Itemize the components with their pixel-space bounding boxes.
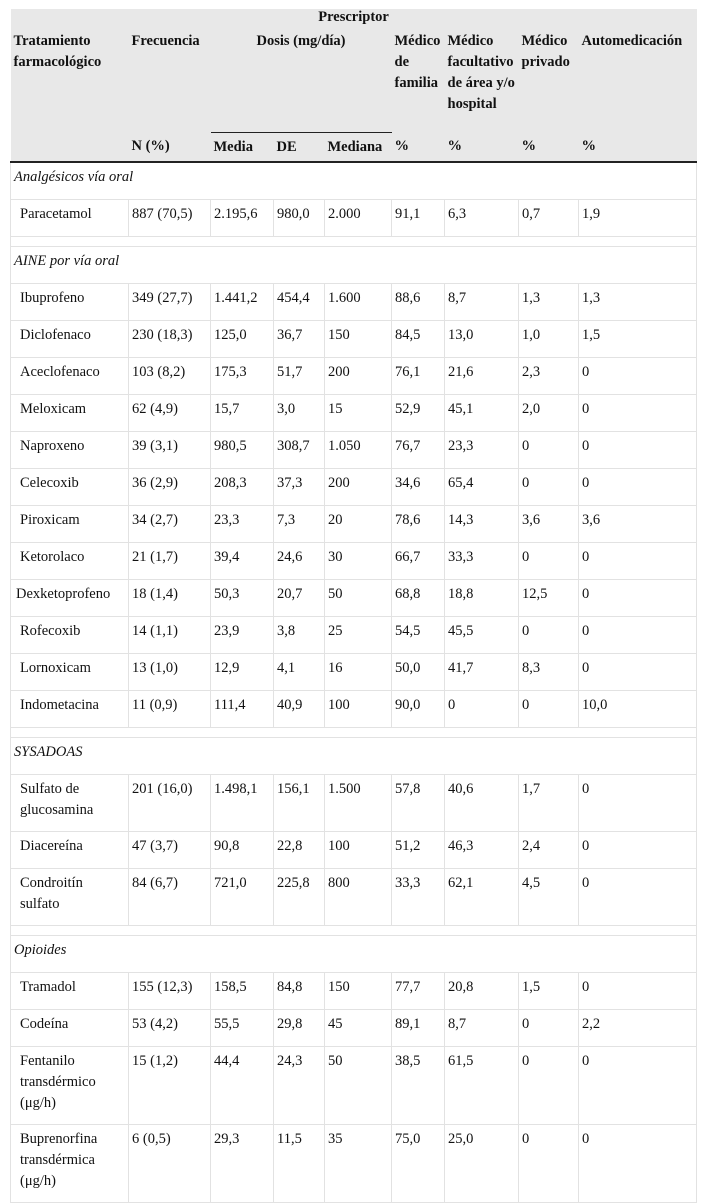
section-spacer — [11, 728, 697, 738]
private-pct: 0 — [519, 543, 579, 580]
frequency-n-pct: 6 (0,5) — [129, 1125, 211, 1203]
private-pct: 8,3 — [519, 654, 579, 691]
section-spacer — [11, 926, 697, 936]
median-subheader: Mediana — [325, 133, 392, 163]
dose-sd: 156,1 — [274, 775, 325, 832]
dose-sd: 4,1 — [274, 654, 325, 691]
family-pct: 84,5 — [392, 321, 445, 358]
drug-name: Celecoxib — [11, 469, 129, 506]
drug-name: Tramadol — [11, 973, 129, 1010]
table-row — [11, 200, 697, 237]
family-pct: 50,0 — [392, 654, 445, 691]
drug-name: Codeína — [11, 1010, 129, 1047]
family-pct: 51,2 — [392, 832, 445, 869]
family-pct: 89,1 — [392, 1010, 445, 1047]
table-row — [11, 395, 697, 432]
family-pct: 33,3 — [392, 869, 445, 926]
dose-sd: 36,7 — [274, 321, 325, 358]
table-row — [11, 506, 697, 543]
self-pct: 0 — [579, 973, 697, 1010]
self-pct: 1,5 — [579, 321, 697, 358]
dose-median: 150 — [325, 321, 392, 358]
sd-subheader: DE — [274, 133, 325, 163]
specialist-pct: 62,1 — [445, 869, 519, 926]
drug-name: Rofecoxib — [11, 617, 129, 654]
dose-median: 2.000 — [325, 200, 392, 237]
dose-median: 1.500 — [325, 775, 392, 832]
dose-median: 200 — [325, 358, 392, 395]
family-pct: 75,0 — [392, 1125, 445, 1203]
section-spacer — [11, 237, 697, 247]
section-header — [11, 936, 697, 973]
frequency-n-pct: 39 (3,1) — [129, 432, 211, 469]
dose-mean: 50,3 — [211, 580, 274, 617]
table-row — [11, 580, 697, 617]
dose-mean: 12,9 — [211, 654, 274, 691]
dose-sd: 84,8 — [274, 973, 325, 1010]
private-pct: 2,3 — [519, 358, 579, 395]
dose-median: 30 — [325, 543, 392, 580]
frequency-n-pct: 34 (2,7) — [129, 506, 211, 543]
table-row — [11, 1125, 697, 1203]
frequency-n-pct: 14 (1,1) — [129, 617, 211, 654]
dose-median: 50 — [325, 580, 392, 617]
prescriber-group-header: Prescriptor — [11, 9, 697, 27]
drug-name: Lornoxicam — [11, 654, 129, 691]
spacer-cell — [11, 237, 697, 247]
dose-median: 16 — [325, 654, 392, 691]
dose-median: 50 — [325, 1047, 392, 1125]
dose-median: 25 — [325, 617, 392, 654]
private-pct: 3,6 — [519, 506, 579, 543]
dose-sd: 24,3 — [274, 1047, 325, 1125]
frequency-n-pct: 13 (1,0) — [129, 654, 211, 691]
dose-median: 35 — [325, 1125, 392, 1203]
drug-name: Paracetamol — [11, 200, 129, 237]
dose-sd: 454,4 — [274, 284, 325, 321]
n-pct-subheader: N (%) — [129, 133, 211, 163]
family-pct: 38,5 — [392, 1047, 445, 1125]
dose-median: 100 — [325, 691, 392, 728]
drug-name: Indometacina — [11, 691, 129, 728]
private-pct: 0 — [519, 432, 579, 469]
frequency-n-pct: 230 (18,3) — [129, 321, 211, 358]
frequency-n-pct: 155 (12,3) — [129, 973, 211, 1010]
dose-median: 150 — [325, 973, 392, 1010]
self-medication-header: Automedicación — [579, 27, 697, 133]
self-pct: 10,0 — [579, 691, 697, 728]
drug-name: Ketorolaco — [11, 543, 129, 580]
drug-name: Naproxeno — [11, 432, 129, 469]
self-pct: 2,2 — [579, 1010, 697, 1047]
self-pct: 0 — [579, 395, 697, 432]
table-row — [11, 1047, 697, 1125]
frequency-n-pct: 21 (1,7) — [129, 543, 211, 580]
specialist-pct: 45,1 — [445, 395, 519, 432]
specialist-pct: 20,8 — [445, 973, 519, 1010]
specialist-pct: 21,6 — [445, 358, 519, 395]
family-pct: 88,6 — [392, 284, 445, 321]
specialist-pct: 40,6 — [445, 775, 519, 832]
specialist-pct: 46,3 — [445, 832, 519, 869]
specialist-pct: 18,8 — [445, 580, 519, 617]
dose-sd: 51,7 — [274, 358, 325, 395]
family-pct: 90,0 — [392, 691, 445, 728]
table-row — [11, 617, 697, 654]
dose-mean: 125,0 — [211, 321, 274, 358]
dose-sd: 308,7 — [274, 432, 325, 469]
table-row — [11, 832, 697, 869]
dose-mean: 39,4 — [211, 543, 274, 580]
specialist-pct: 61,5 — [445, 1047, 519, 1125]
dose-median: 45 — [325, 1010, 392, 1047]
private-pct: 2,0 — [519, 395, 579, 432]
self-pct: 1,3 — [579, 284, 697, 321]
dose-sd: 3,0 — [274, 395, 325, 432]
specialist-header: Médico facultativo de área y/o hospital — [445, 27, 519, 133]
frequency-n-pct: 84 (6,7) — [129, 869, 211, 926]
specialist-pct: 65,4 — [445, 469, 519, 506]
self-pct: 0 — [579, 543, 697, 580]
frequency-n-pct: 103 (8,2) — [129, 358, 211, 395]
family-pct: 76,1 — [392, 358, 445, 395]
specialist-pct: 45,5 — [445, 617, 519, 654]
specialist-pct: 23,3 — [445, 432, 519, 469]
frequency-n-pct: 18 (1,4) — [129, 580, 211, 617]
dose-mean: 1.498,1 — [211, 775, 274, 832]
dose-mean: 111,4 — [211, 691, 274, 728]
specialist-pct-subheader: % — [445, 133, 519, 163]
specialist-pct: 8,7 — [445, 1010, 519, 1047]
frequency-n-pct: 887 (70,5) — [129, 200, 211, 237]
table-row — [11, 432, 697, 469]
private-pct: 0 — [519, 1125, 579, 1203]
private-pct: 12,5 — [519, 580, 579, 617]
self-pct: 0 — [579, 617, 697, 654]
dose-header: Dosis (mg/día) — [211, 27, 392, 133]
drug-name: Piroxicam — [11, 506, 129, 543]
private-pct: 1,7 — [519, 775, 579, 832]
table-row — [11, 284, 697, 321]
specialist-pct: 25,0 — [445, 1125, 519, 1203]
private-pct: 0 — [519, 469, 579, 506]
table-row — [11, 973, 697, 1010]
spacer-cell — [11, 926, 697, 936]
section-header — [11, 247, 697, 284]
drug-name: Fentanilo transdérmico (μg/h) — [11, 1047, 129, 1125]
table-row — [11, 1010, 697, 1047]
frequency-n-pct: 36 (2,9) — [129, 469, 211, 506]
prescription-table — [10, 9, 697, 1203]
drug-name: Dexketoprofeno — [11, 580, 129, 617]
frequency-n-pct: 201 (16,0) — [129, 775, 211, 832]
frequency-n-pct: 53 (4,2) — [129, 1010, 211, 1047]
self-pct: 0 — [579, 869, 697, 926]
self-pct: 0 — [579, 358, 697, 395]
dose-mean: 1.441,2 — [211, 284, 274, 321]
specialist-pct: 0 — [445, 691, 519, 728]
dose-median: 1.600 — [325, 284, 392, 321]
private-pct: 1,0 — [519, 321, 579, 358]
table-row — [11, 775, 697, 832]
private-pct: 4,5 — [519, 869, 579, 926]
dose-median: 15 — [325, 395, 392, 432]
table-row — [11, 654, 697, 691]
self-pct: 0 — [579, 1125, 697, 1203]
dose-median: 100 — [325, 832, 392, 869]
table-row — [11, 469, 697, 506]
self-pct: 0 — [579, 775, 697, 832]
dose-sd: 29,8 — [274, 1010, 325, 1047]
specialist-pct: 33,3 — [445, 543, 519, 580]
dose-mean: 55,5 — [211, 1010, 274, 1047]
dose-median: 800 — [325, 869, 392, 926]
private-pct: 0 — [519, 691, 579, 728]
drug-name: Buprenorfina transdérmica (μg/h) — [11, 1125, 129, 1203]
section-title: SYSADOAS — [11, 738, 697, 775]
self-pct: 1,9 — [579, 200, 697, 237]
dose-mean: 29,3 — [211, 1125, 274, 1203]
self-pct: 0 — [579, 432, 697, 469]
drug-name: Condroitín sulfato — [11, 869, 129, 926]
family-pct: 76,7 — [392, 432, 445, 469]
private-pct: 0 — [519, 1047, 579, 1125]
specialist-pct: 14,3 — [445, 506, 519, 543]
family-pct: 68,8 — [392, 580, 445, 617]
private-pct: 0 — [519, 1010, 579, 1047]
mean-subheader: Media — [211, 133, 274, 163]
section-title: Opioides — [11, 936, 697, 973]
dose-sd: 20,7 — [274, 580, 325, 617]
family-pct: 77,7 — [392, 973, 445, 1010]
self-pct: 0 — [579, 654, 697, 691]
family-pct: 54,5 — [392, 617, 445, 654]
private-doctor-header: Médico privado — [519, 27, 579, 133]
dose-sd: 980,0 — [274, 200, 325, 237]
dose-mean: 2.195,6 — [211, 200, 274, 237]
private-pct: 2,4 — [519, 832, 579, 869]
drug-name: Diacereína — [11, 832, 129, 869]
drug-name: Ibuprofeno — [11, 284, 129, 321]
dose-median: 20 — [325, 506, 392, 543]
self-pct: 0 — [579, 580, 697, 617]
private-pct: 1,5 — [519, 973, 579, 1010]
section-header — [11, 162, 697, 200]
dose-sd: 3,8 — [274, 617, 325, 654]
self-pct: 0 — [579, 469, 697, 506]
family-pct: 91,1 — [392, 200, 445, 237]
frequency-header: Frecuencia — [129, 27, 211, 133]
dose-mean: 44,4 — [211, 1047, 274, 1125]
table-row — [11, 543, 697, 580]
frequency-n-pct: 47 (3,7) — [129, 832, 211, 869]
dose-sd: 40,9 — [274, 691, 325, 728]
specialist-pct: 6,3 — [445, 200, 519, 237]
frequency-n-pct: 62 (4,9) — [129, 395, 211, 432]
dose-sd: 7,3 — [274, 506, 325, 543]
dose-mean: 23,3 — [211, 506, 274, 543]
treatment-subheader — [11, 133, 129, 163]
family-pct: 34,6 — [392, 469, 445, 506]
drug-name: Meloxicam — [11, 395, 129, 432]
dose-mean: 15,7 — [211, 395, 274, 432]
private-pct-subheader: % — [519, 133, 579, 163]
self-pct: 0 — [579, 832, 697, 869]
family-doctor-header: Médico de familia — [392, 27, 445, 133]
dose-mean: 158,5 — [211, 973, 274, 1010]
table-row — [11, 321, 697, 358]
family-pct: 57,8 — [392, 775, 445, 832]
table-row — [11, 358, 697, 395]
family-pct: 52,9 — [392, 395, 445, 432]
dose-mean: 23,9 — [211, 617, 274, 654]
private-pct: 0 — [519, 617, 579, 654]
self-pct: 3,6 — [579, 506, 697, 543]
dose-sd: 37,3 — [274, 469, 325, 506]
section-title: AINE por vía oral — [11, 247, 697, 284]
section-title: Analgésicos vía oral — [11, 162, 697, 200]
dose-sd: 225,8 — [274, 869, 325, 926]
family-pct: 66,7 — [392, 543, 445, 580]
self-pct-subheader: % — [579, 133, 697, 163]
frequency-n-pct: 15 (1,2) — [129, 1047, 211, 1125]
specialist-pct: 41,7 — [445, 654, 519, 691]
family-pct-subheader: % — [392, 133, 445, 163]
self-pct: 0 — [579, 1047, 697, 1125]
drug-name: Diclofenaco — [11, 321, 129, 358]
dose-sd: 24,6 — [274, 543, 325, 580]
drug-name: Sulfato de glucosamina — [11, 775, 129, 832]
private-pct: 1,3 — [519, 284, 579, 321]
table-row — [11, 691, 697, 728]
dose-mean: 980,5 — [211, 432, 274, 469]
specialist-pct: 8,7 — [445, 284, 519, 321]
private-pct: 0,7 — [519, 200, 579, 237]
dose-mean: 175,3 — [211, 358, 274, 395]
dose-mean: 90,8 — [211, 832, 274, 869]
drug-name: Aceclofenaco — [11, 358, 129, 395]
dose-mean: 721,0 — [211, 869, 274, 926]
frequency-n-pct: 349 (27,7) — [129, 284, 211, 321]
dose-mean: 208,3 — [211, 469, 274, 506]
frequency-n-pct: 11 (0,9) — [129, 691, 211, 728]
table-row — [11, 869, 697, 926]
family-pct: 78,6 — [392, 506, 445, 543]
specialist-pct: 13,0 — [445, 321, 519, 358]
dose-sd: 11,5 — [274, 1125, 325, 1203]
dose-median: 1.050 — [325, 432, 392, 469]
section-header — [11, 738, 697, 775]
treatment-header: Tratamiento farmacológico — [11, 27, 129, 133]
dose-sd: 22,8 — [274, 832, 325, 869]
spacer-cell — [11, 728, 697, 738]
dose-median: 200 — [325, 469, 392, 506]
